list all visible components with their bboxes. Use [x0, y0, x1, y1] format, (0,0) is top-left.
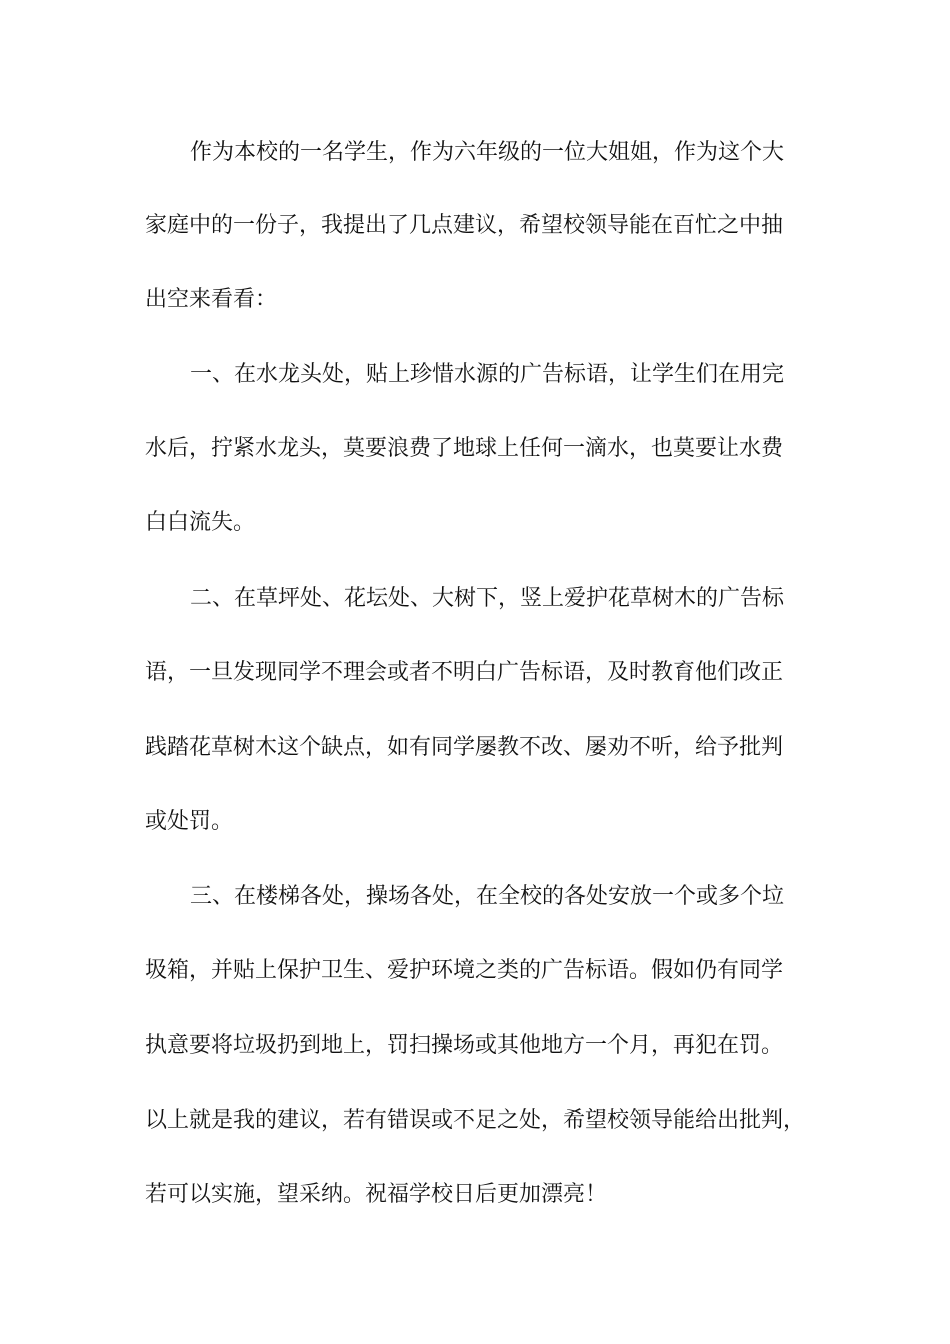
paragraph-1-line-1: 作为本校的一名学生，作为六年级的一位大姐姐，作为这个大: [190, 140, 785, 165]
paragraph-2-line-3: 白白流失。: [145, 510, 256, 535]
paragraph-4-line-2: 圾箱，并贴上保护卫生、爱护环境之类的广告标语。假如仍有同学: [145, 958, 784, 983]
paragraph-3-line-3: 践踏花草树木这个缺点，如有同学屡教不改、屡劝不听，给予批判: [145, 735, 784, 760]
paragraph-1-line-3: 出空来看看：: [145, 287, 278, 312]
paragraph-3-line-2: 语，一旦发现同学不理会或者不明白广告标语，及时教育他们改正: [145, 660, 784, 685]
paragraph-3-line-1: 二、在草坪处、花坛处、大树下，竖上爱护花草树木的广告标: [190, 586, 785, 611]
paragraph-2-line-1: 一、在水龙头处，贴上珍惜水源的广告标语，让学生们在用完: [190, 362, 785, 387]
paragraph-4-line-5: 若可以实施，望采纳。祝福学校日后更加漂亮！: [145, 1182, 608, 1207]
paragraph-4-line-4: 以上就是我的建议，若有错误或不足之处，希望校领导能给出批判，: [145, 1108, 806, 1133]
paragraph-3-line-4: 或处罚。: [145, 809, 234, 834]
paragraph-4-line-3: 执意要将垃圾扔到地上，罚扫操场或其他地方一个月，再犯在罚。: [145, 1033, 784, 1058]
paragraph-4-line-1: 三、在楼梯各处，操场各处，在全校的各处安放一个或多个垃: [190, 884, 785, 909]
paragraph-2-line-2: 水后，拧紧水龙头，莫要浪费了地球上任何一滴水，也莫要让水费: [145, 436, 784, 461]
paragraph-1-line-2: 家庭中的一份子，我提出了几点建议，希望校领导能在百忙之中抽: [145, 213, 784, 238]
